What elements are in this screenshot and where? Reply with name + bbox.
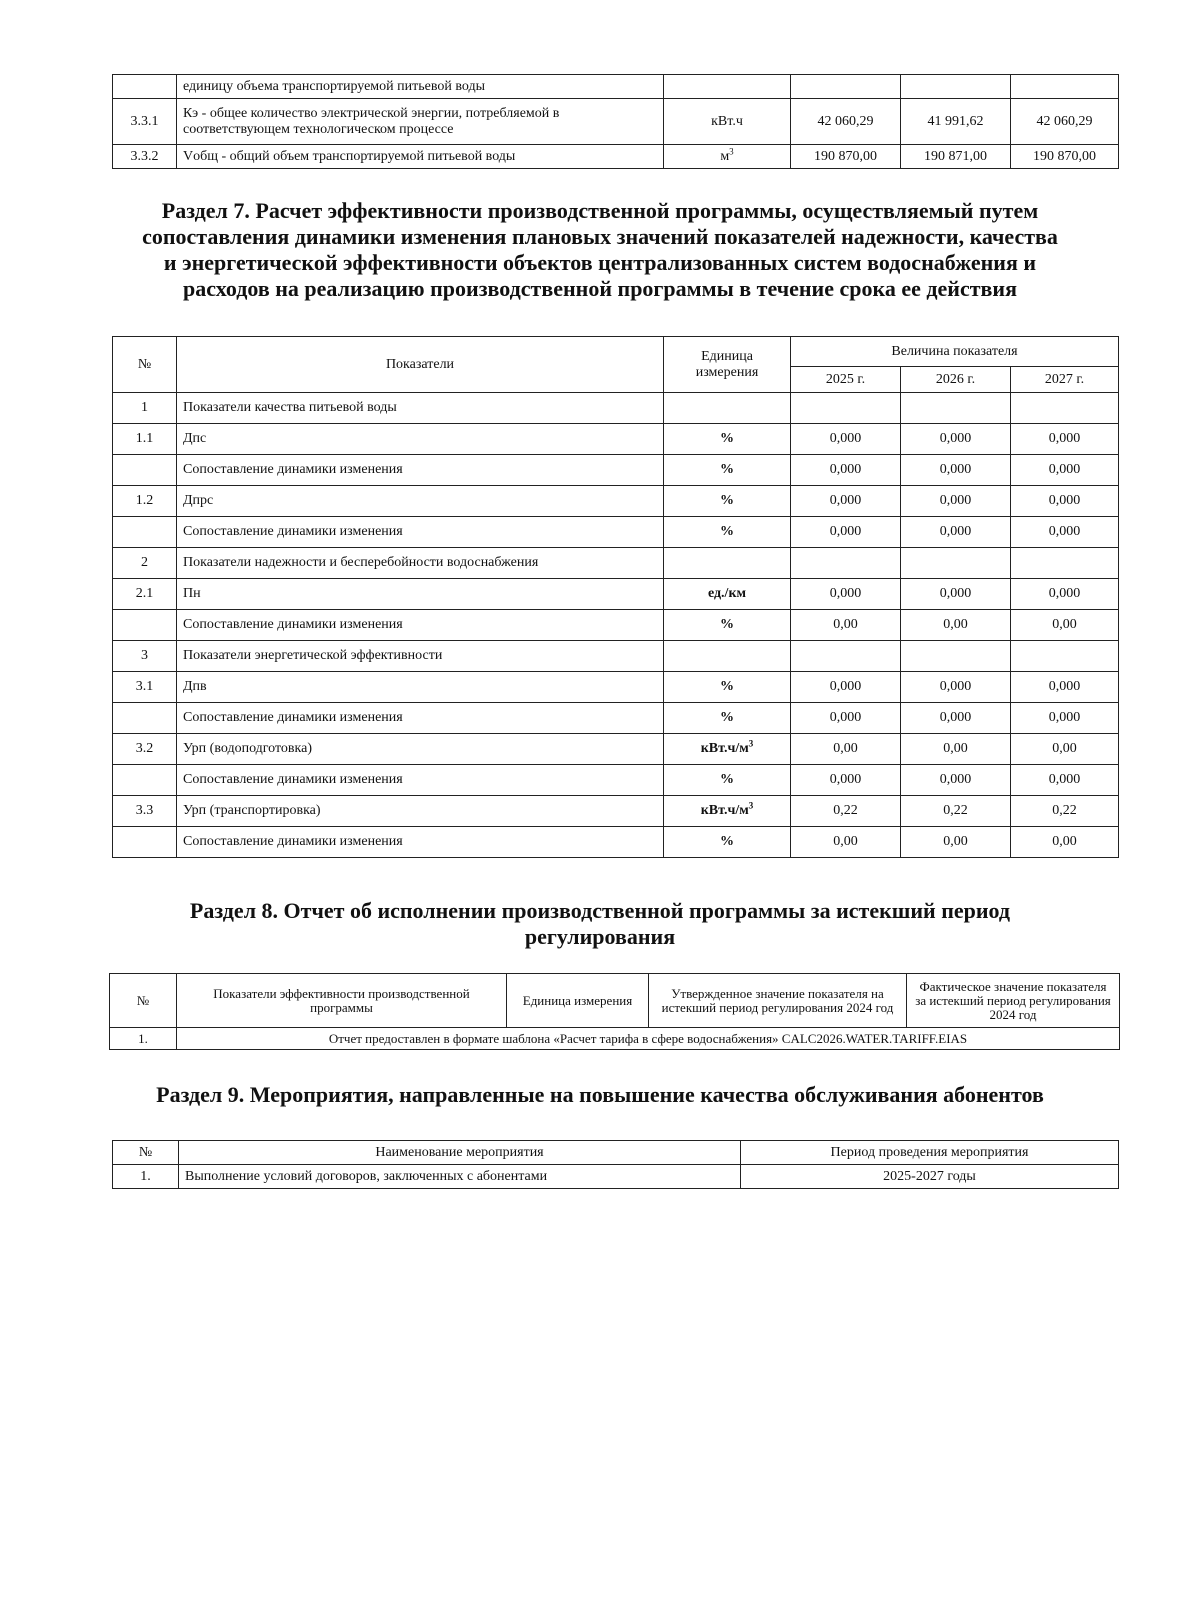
header-name: Показатели — [177, 337, 664, 393]
cell-value — [791, 641, 901, 672]
cell-value: 0,000 — [1011, 672, 1119, 703]
cell-name: Сопоставление динамики изменения — [177, 703, 664, 734]
cell-value: 0,00 — [791, 610, 901, 641]
cell-value: 0,00 — [1011, 610, 1119, 641]
section9-table — [112, 1140, 1119, 1189]
cell-value — [1011, 393, 1119, 424]
header-name: Наименование мероприятия — [179, 1141, 741, 1165]
cell-num: 3.3.2 — [113, 145, 177, 169]
cell-value: 0,00 — [1011, 827, 1119, 858]
cell-num: 1 — [113, 393, 177, 424]
cell-value: 0,22 — [901, 796, 1011, 827]
cell-value: 0,000 — [791, 486, 901, 517]
cell-num — [113, 765, 177, 796]
cell-value: 0,000 — [901, 517, 1011, 548]
table-row — [113, 827, 1119, 858]
table-row — [113, 610, 1119, 641]
top-table — [112, 74, 1119, 169]
table-row — [113, 486, 1119, 517]
header-unit: Единица измерения — [507, 974, 649, 1028]
title-line: расходов на реализацию производственной программы в течение срока ее действия — [183, 276, 1017, 301]
header-num: № — [113, 1141, 179, 1165]
cell-name: Дпс — [177, 424, 664, 455]
section7-title — [0, 198, 1200, 302]
header-row — [113, 1141, 1119, 1165]
cell-name: Кэ - общее количество электрической энергии, потребляемой в соответствующем технологическом процессе — [177, 99, 664, 145]
section8-title — [0, 898, 1200, 950]
cell-value — [901, 75, 1011, 99]
unit-text: кВт.ч/м — [700, 803, 749, 818]
unit-superscript: 3 — [729, 145, 734, 156]
table-row — [113, 455, 1119, 486]
table-row — [113, 579, 1119, 610]
cell-value: 0,000 — [1011, 486, 1119, 517]
cell-unit — [664, 393, 791, 424]
cell-name: Выполнение условий договоров, заключенных с абонентами — [179, 1165, 741, 1189]
header-year: 2026 г. — [901, 367, 1011, 393]
header-actual: Фактическое значение показателя за истекший период регулирования 2024 год — [907, 974, 1120, 1028]
table-row — [113, 75, 1119, 99]
title-line: сопоставления динамики изменения плановых значений показателей надежности, качества — [142, 224, 1058, 249]
section9-title — [0, 1082, 1200, 1108]
cell-value: 0,00 — [901, 734, 1011, 765]
cell-unit — [664, 641, 791, 672]
cell-value: 0,000 — [1011, 579, 1119, 610]
cell-value — [1011, 641, 1119, 672]
header-num: № — [113, 337, 177, 393]
cell-value: 0,000 — [901, 703, 1011, 734]
cell-value: 0,000 — [791, 703, 901, 734]
table-row — [113, 734, 1119, 765]
cell-value: 0,000 — [1011, 517, 1119, 548]
section8-header — [110, 974, 1120, 1028]
header-year: 2027 г. — [1011, 367, 1119, 393]
unit-superscript: 3 — [748, 738, 754, 749]
cell-num: 3.3 — [113, 796, 177, 827]
cell-name: единицу объема транспортируемой питьевой воды — [177, 75, 664, 99]
cell-value: 0,00 — [1011, 734, 1119, 765]
cell-value: 0,000 — [901, 486, 1011, 517]
header-unit: Единица измерения — [664, 337, 791, 393]
section7-table — [112, 336, 1119, 858]
cell-value: 0,000 — [901, 455, 1011, 486]
table-row — [113, 145, 1119, 169]
cell-name: Сопоставление динамики изменения — [177, 455, 664, 486]
cell-unit: % — [664, 765, 791, 796]
title-line: Раздел 8. Отчет об исполнении производственной программы за истекший период — [189, 898, 1011, 923]
cell-unit: % — [664, 486, 791, 517]
cell-value: 0,000 — [791, 455, 901, 486]
cell-num — [113, 517, 177, 548]
cell-value: 0,000 — [1011, 765, 1119, 796]
cell-value — [791, 393, 901, 424]
cell-value: 190 871,00 — [901, 145, 1011, 169]
cell-unit — [664, 548, 791, 579]
cell-value: 0,000 — [791, 765, 901, 796]
header-num: № — [110, 974, 177, 1028]
cell-report-note: Отчет предоставлен в формате шаблона «Расчет тарифа в сфере водоснабжения» CALC2026.WATER.TARIFF.EIAS — [177, 1028, 1120, 1050]
header-value-group: Величина показателя — [791, 337, 1119, 367]
unit-text: м — [720, 148, 730, 164]
section9-header — [113, 1141, 1119, 1165]
table-row — [113, 517, 1119, 548]
cell-unit — [664, 145, 791, 169]
cell-num — [113, 75, 177, 99]
cell-num: 3.1 — [113, 672, 177, 703]
header-year: 2025 г. — [791, 367, 901, 393]
cell-period: 2025-2027 годы — [741, 1165, 1119, 1189]
table-row — [113, 672, 1119, 703]
section7-header — [113, 337, 1119, 393]
cell-name: Показатели энергетической эффективности — [177, 641, 664, 672]
cell-value: 0,00 — [791, 827, 901, 858]
table-row — [113, 548, 1119, 579]
table-row — [113, 796, 1119, 827]
cell-name: Сопоставление динамики изменения — [177, 610, 664, 641]
cell-value: 0,22 — [1011, 796, 1119, 827]
cell-unit: % — [664, 424, 791, 455]
cell-value: 0,000 — [791, 424, 901, 455]
cell-value: 0,000 — [791, 517, 901, 548]
cell-num: 1. — [113, 1165, 179, 1189]
cell-num: 2.1 — [113, 579, 177, 610]
table-row — [110, 1028, 1120, 1050]
cell-value — [791, 75, 901, 99]
section7-body — [113, 393, 1119, 858]
cell-num: 2 — [113, 548, 177, 579]
cell-value: 41 991,62 — [901, 99, 1011, 145]
cell-value — [901, 641, 1011, 672]
top-table-body — [113, 75, 1119, 169]
cell-value: 0,00 — [901, 827, 1011, 858]
cell-unit — [664, 75, 791, 99]
unit-text: кВт.ч/м — [700, 741, 749, 756]
header-period: Период проведения мероприятия — [741, 1141, 1119, 1165]
cell-name: Vобщ - общий объем транспортируемой питьевой воды — [177, 145, 664, 169]
header-approved: Утвержденное значение показателя на истекший период регулирования 2024 год — [649, 974, 907, 1028]
cell-name: Пн — [177, 579, 664, 610]
cell-num: 1.2 — [113, 486, 177, 517]
cell-value: 0,000 — [901, 672, 1011, 703]
cell-unit — [664, 796, 791, 827]
cell-num — [113, 827, 177, 858]
title-line: регулирования — [524, 924, 676, 949]
cell-name: Сопоставление динамики изменения — [177, 765, 664, 796]
cell-num: 3.3.1 — [113, 99, 177, 145]
header-row — [110, 974, 1120, 1028]
title-line: и энергетической эффективности объектов централизованных систем водоснабжения и — [163, 250, 1037, 275]
cell-name: Показатели надежности и бесперебойности водоснабжения — [177, 548, 664, 579]
cell-unit: % — [664, 672, 791, 703]
cell-value — [1011, 75, 1119, 99]
table-row — [113, 703, 1119, 734]
table-row — [113, 765, 1119, 796]
cell-value: 42 060,29 — [1011, 99, 1119, 145]
cell-value: 190 870,00 — [791, 145, 901, 169]
cell-unit — [664, 734, 791, 765]
cell-value: 0,000 — [791, 579, 901, 610]
cell-value — [901, 393, 1011, 424]
header-name: Показатели эффективности производственной программы — [177, 974, 507, 1028]
cell-name: Сопоставление динамики изменения — [177, 517, 664, 548]
cell-value — [901, 548, 1011, 579]
cell-value: 0,000 — [901, 765, 1011, 796]
cell-num: 3.2 — [113, 734, 177, 765]
cell-name: Дпв — [177, 672, 664, 703]
cell-value: 0,000 — [1011, 703, 1119, 734]
title-line: Раздел 7. Расчет эффективности производственной программы, осуществляемый путем — [161, 198, 1039, 223]
table-row — [113, 641, 1119, 672]
cell-value: 0,000 — [901, 579, 1011, 610]
cell-name: Сопоставление динамики изменения — [177, 827, 664, 858]
table-row — [113, 99, 1119, 145]
cell-value: 0,00 — [901, 610, 1011, 641]
unit-superscript: 3 — [748, 800, 754, 811]
cell-num — [113, 703, 177, 734]
cell-num: 1. — [110, 1028, 177, 1050]
table-row — [113, 424, 1119, 455]
cell-value: 0,000 — [1011, 455, 1119, 486]
cell-value: 190 870,00 — [1011, 145, 1119, 169]
cell-num — [113, 610, 177, 641]
cell-num: 1.1 — [113, 424, 177, 455]
cell-value: 0,00 — [791, 734, 901, 765]
cell-value: 0,22 — [791, 796, 901, 827]
cell-unit: % — [664, 455, 791, 486]
header-row — [113, 337, 1119, 367]
cell-unit: % — [664, 517, 791, 548]
cell-num — [113, 455, 177, 486]
cell-unit: кВт.ч — [664, 99, 791, 145]
section9-body — [113, 1165, 1119, 1189]
cell-name: Показатели качества питьевой воды — [177, 393, 664, 424]
cell-name: Урп (водоподготовка) — [177, 734, 664, 765]
cell-num: 3 — [113, 641, 177, 672]
cell-value: 0,000 — [791, 672, 901, 703]
cell-unit: % — [664, 610, 791, 641]
cell-value: 42 060,29 — [791, 99, 901, 145]
cell-name: Урп (транспортировка) — [177, 796, 664, 827]
cell-unit: % — [664, 827, 791, 858]
table-row — [113, 393, 1119, 424]
cell-value — [791, 548, 901, 579]
title-line: Раздел 9. Мероприятия, направленные на повышение качества обслуживания абонентов — [156, 1082, 1044, 1107]
section8-table — [109, 973, 1120, 1050]
cell-value — [1011, 548, 1119, 579]
section8-body — [110, 1028, 1120, 1050]
cell-unit: ед./км — [664, 579, 791, 610]
cell-value: 0,000 — [1011, 424, 1119, 455]
cell-name: Дпрс — [177, 486, 664, 517]
cell-value: 0,000 — [901, 424, 1011, 455]
table-row — [113, 1165, 1119, 1189]
cell-unit: % — [664, 703, 791, 734]
